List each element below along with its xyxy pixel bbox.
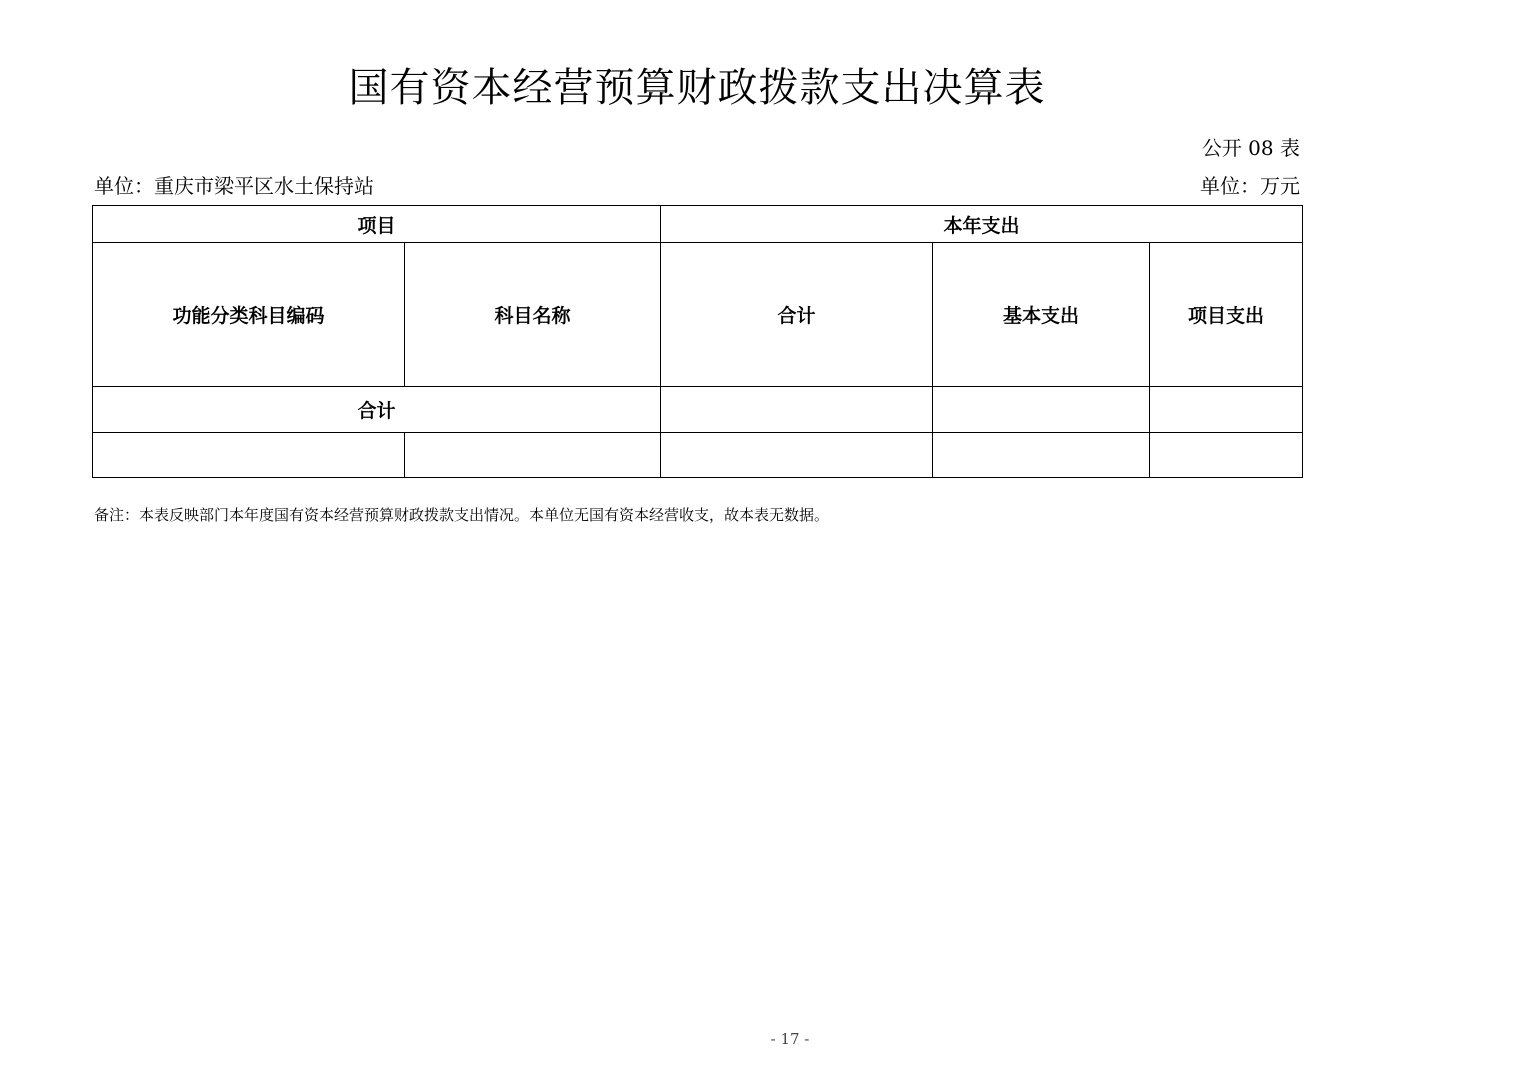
document-title: 国有资本经营预算财政拨款支出决算表 — [348, 65, 1046, 111]
unit-organization: 单位：重庆市梁平区水土保持站 — [94, 174, 374, 198]
header-current-year: 本年支出 — [661, 206, 1303, 243]
table-header-row — [93, 206, 1303, 243]
total-row-label: 合计 — [93, 387, 661, 433]
table-subheader-row — [93, 243, 1303, 387]
cell-basic — [933, 433, 1150, 478]
total-value-sum — [661, 387, 933, 433]
col-basic: 基本支出 — [933, 243, 1150, 387]
header-item: 项目 — [93, 206, 661, 243]
cell-project — [1150, 433, 1303, 478]
unit-currency: 单位：万元 — [1200, 174, 1300, 198]
total-value-basic — [933, 387, 1150, 433]
table-number: 公开 08 表 — [1201, 136, 1300, 160]
cell-total — [661, 433, 933, 478]
col-project: 项目支出 — [1150, 243, 1303, 387]
col-name: 科目名称 — [405, 243, 661, 387]
total-row — [93, 387, 1303, 433]
table-note: 备注：本表反映部门本年度国有资本经营预算财政拨款支出情况。本单位无国有资本经营收支，故本表无数据。 — [94, 506, 830, 524]
col-code: 功能分类科目编码 — [93, 243, 405, 387]
col-total: 合计 — [661, 243, 933, 387]
page-number: - 17 - — [770, 1030, 810, 1048]
total-value-project — [1150, 387, 1303, 433]
expenditure-table — [92, 205, 1303, 478]
cell-name — [405, 433, 661, 478]
cell-code — [93, 433, 405, 478]
table-row — [93, 433, 1303, 478]
unit-row — [94, 170, 1300, 199]
